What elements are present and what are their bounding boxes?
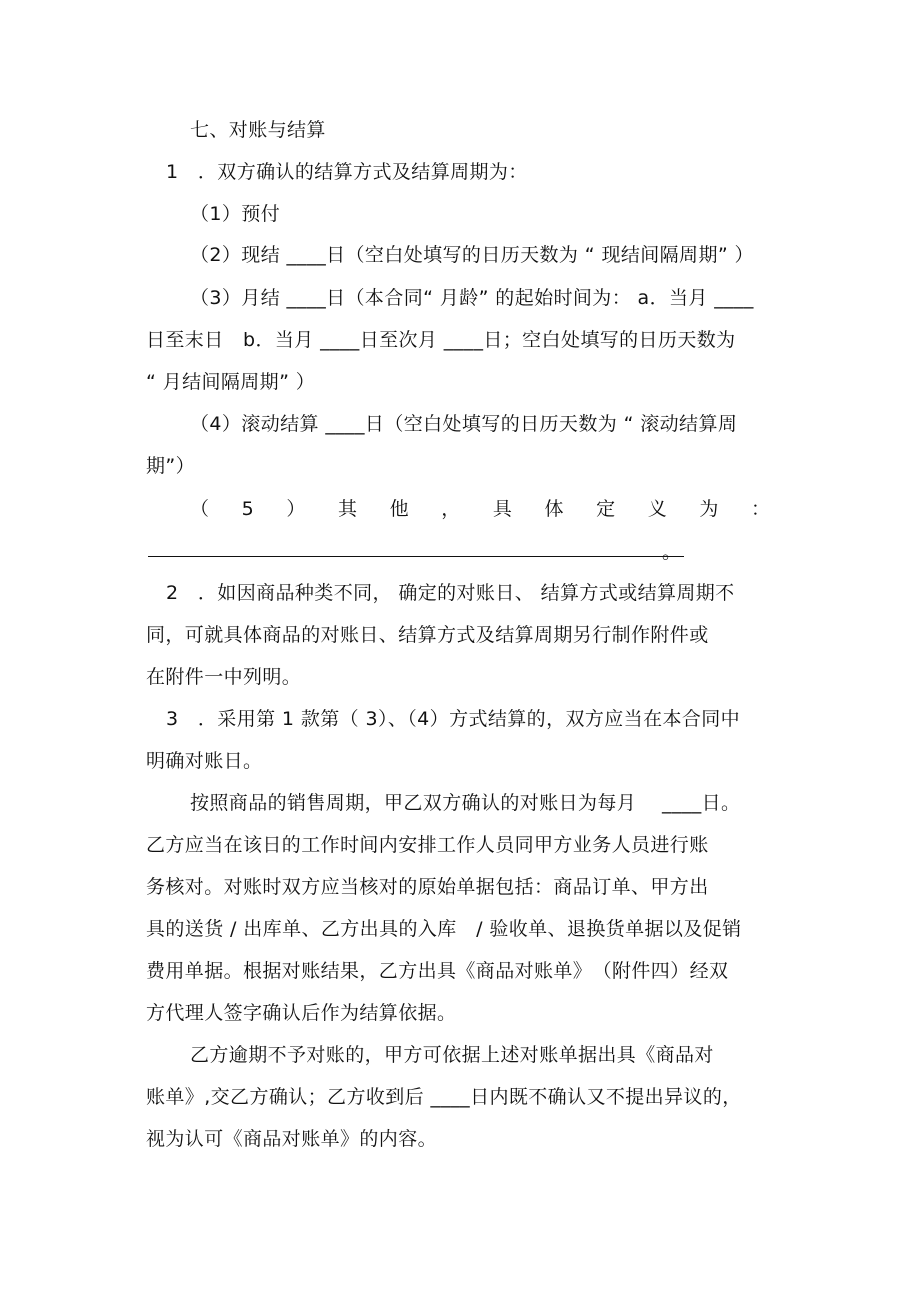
clause-2: 2 ．如因商品种类不同， 确定的对账日、 结算方式或结算周期不	[166, 582, 735, 604]
fill-in-blank-line	[148, 556, 684, 557]
reconciliation-para-cont: 务核对。对账时双方应当核对的原始单据包括：商品订单、甲方出	[146, 876, 709, 898]
option-5-char: ：	[750, 498, 770, 520]
overdue-para-cont: 视为认可《商品对账单》的内容。	[146, 1128, 438, 1150]
reconciliation-para: 按照商品的销售周期，甲乙双方确认的对账日为每月 ____日。	[190, 792, 741, 814]
option-5-char: ）	[286, 498, 306, 520]
option-3-cont: “ 月结间隔周期” ）	[146, 371, 316, 393]
option-5	[190, 497, 770, 521]
option-5-char: 义	[647, 498, 667, 520]
option-5-char: 为	[699, 498, 719, 520]
option-5-char: 5	[241, 498, 254, 520]
option-4-cont: 期”）	[146, 455, 196, 477]
overdue-para-cont: 账单》,交乙方确认；乙方收到后 ____日内既不确认又不提出异议的，	[146, 1086, 742, 1108]
overdue-para: 乙方逾期不予对账的，甲方可依据上述对账单据出具《商品对	[190, 1044, 714, 1066]
clause-2-cont: 在附件一中列明。	[146, 666, 302, 688]
option-2: （2）现结 ____日（空白处填写的日历天数为 “ 现结间隔周期” ）	[190, 244, 754, 266]
reconciliation-para-cont: 费用单据。根据对账结果，乙方出具《商品对账单》 （附件四）经双	[146, 960, 729, 982]
option-5-char: 定	[596, 498, 616, 520]
reconciliation-para-cont: 方代理人签字确认后作为结算依据。	[146, 1002, 457, 1024]
reconciliation-para-cont: 具的送货 / 出库单、乙方出具的入库 / 验收单、退换货单据以及促销	[146, 918, 742, 940]
clause-2-cont: 同，可就具体商品的对账日、结算方式及结算周期另行制作附件或	[146, 624, 709, 646]
option-1: （1）预付	[190, 203, 281, 225]
option-3-cont: 日至末日 b．当月 ____日至次月 ____日；空白处填写的日历天数为	[146, 329, 736, 351]
blank-line-period: 。	[662, 541, 682, 563]
clause-3-cont: 明确对账日。	[146, 750, 263, 772]
section-heading: 七、对账与结算	[190, 119, 326, 141]
option-5-char: 体	[544, 498, 564, 520]
reconciliation-para-cont: 乙方应当在该日的工作时间内安排工作人员同甲方业务人员进行账	[146, 834, 709, 856]
option-5-char: ，	[441, 498, 461, 520]
option-3: （3）月结 ____日（本合同“ 月龄” 的起始时间为： a．当月 ____	[190, 287, 754, 309]
clause-3: 3 ．采用第 1 款第（ 3）、（4）方式结算的，双方应当在本合同中	[166, 708, 741, 730]
option-5-char: 具	[492, 498, 512, 520]
option-5-char: （	[190, 498, 210, 520]
option-4: （4）滚动结算 ____日（空白处填写的日历天数为 “ 滚动结算周	[190, 413, 738, 435]
clause-1: 1 ．双方确认的结算方式及结算周期为：	[166, 161, 528, 183]
option-5-char: 其	[337, 498, 357, 520]
option-5-char: 他	[389, 498, 409, 520]
